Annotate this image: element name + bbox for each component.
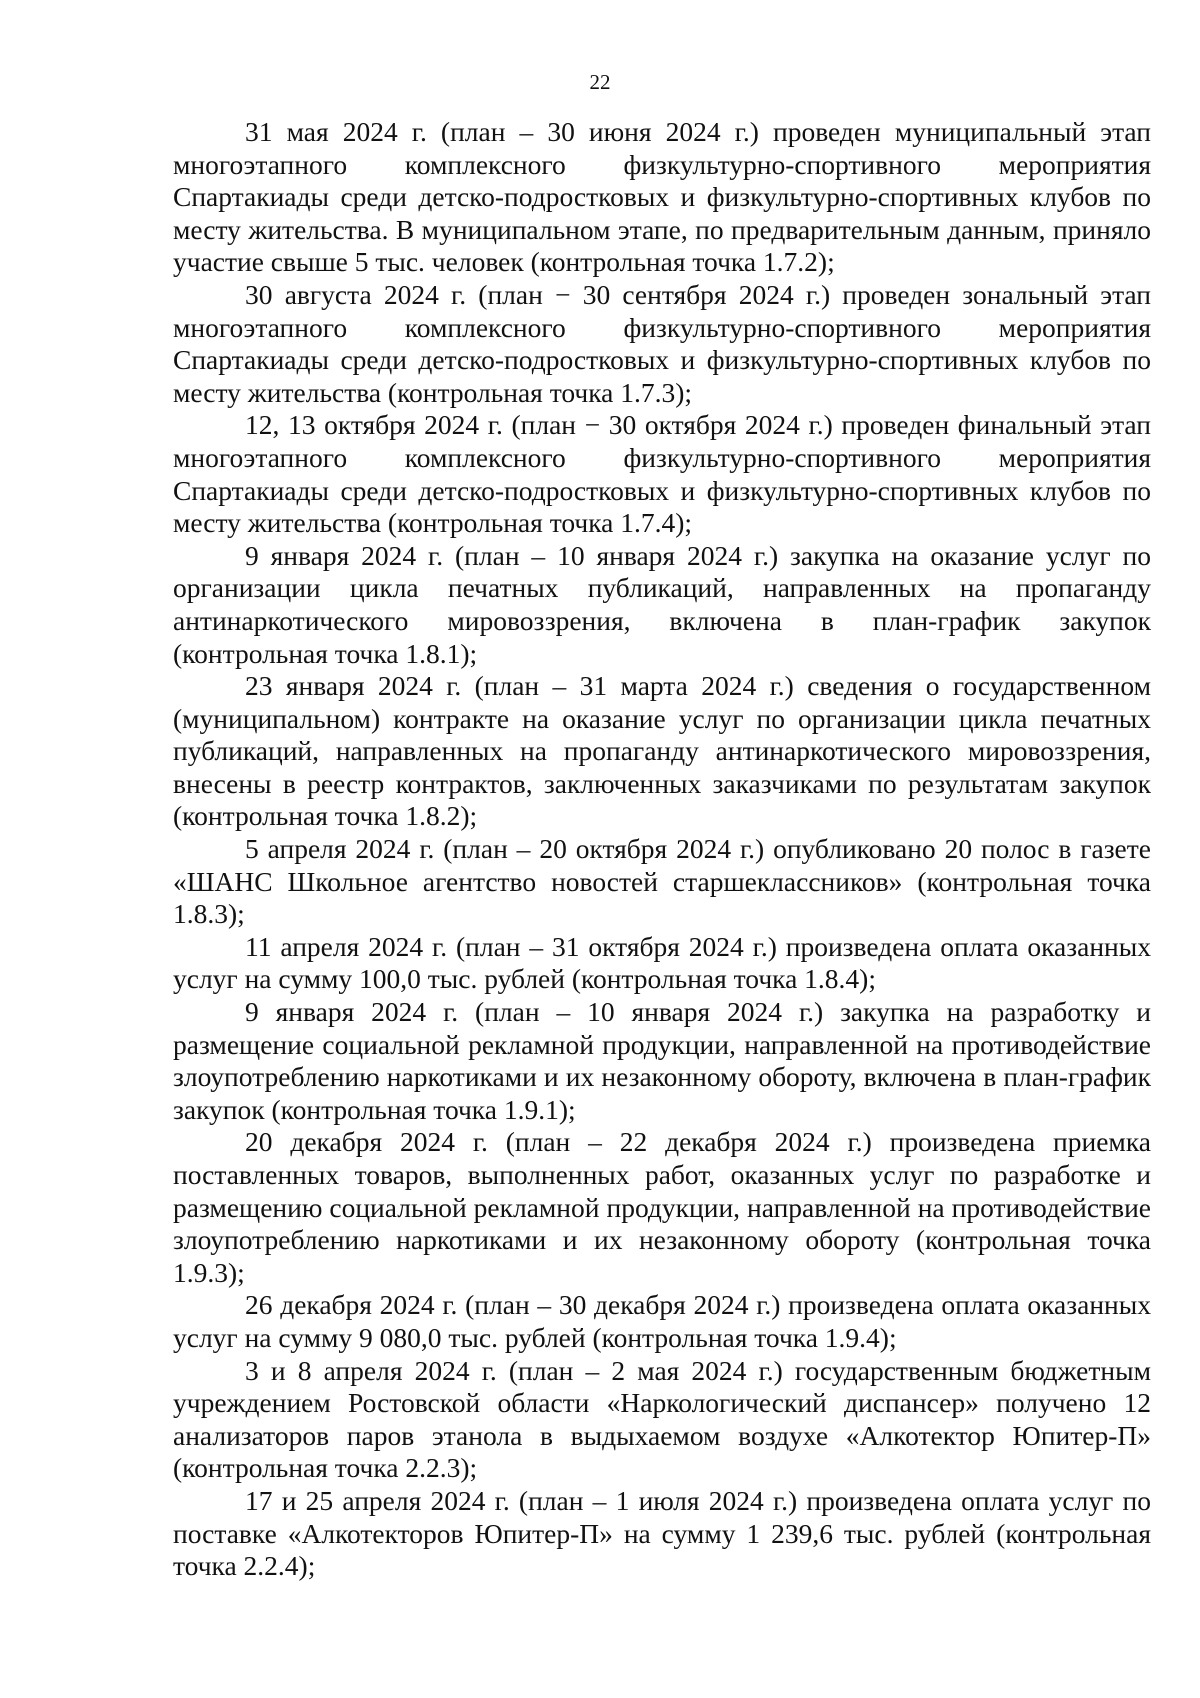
paragraph-control-point-1-7-2: 31 мая 2024 г. (план – 30 июня 2024 г.) проведен муниципальный этап многоэтапного комплексного физкультурно-спортивного мероприятия Спартакиады среди детско-подростковых и физкультурно-спортивных клубов по месту жительства. В муниципальном этапе, по предварительным данным, приняло участие свыше 5 тыс. человек (контрольная точка 1.7.2); <box>173 116 1151 278</box>
paragraph-control-point-1-9-4: 26 декабря 2024 г. (план – 30 декабря 2024 г.) произведена оплата оказанных услуг на сумму 9 080,0 тыс. рублей (контрольная точка 1.9.4); <box>173 1289 1151 1353</box>
paragraph-control-point-1-8-2: 23 января 2024 г. (план – 31 марта 2024 г.) сведения о государственном (муниципальном) контракте на оказание услуг по организации цикла печатных публикаций, направленных на пропаганду антинаркотического мировоззрения, внесены в реестр контрактов, заключенных заказчиками по результатам закупок (контрольная точка 1.8.2); <box>173 670 1151 832</box>
paragraph-control-point-1-9-1: 9 января 2024 г. (план – 10 января 2024 г.) закупка на разработку и размещение социальной рекламной продукции, направленной на противодействие злоупотреблению наркотиками и их незаконному обороту, включена в план-график закупок (контрольная точка 1.9.1); <box>173 996 1151 1125</box>
paragraph-control-point-1-7-4: 12, 13 октября 2024 г. (план − 30 октября 2024 г.) проведен финальный этап многоэтапного комплексного физкультурно-спортивного мероприятия Спартакиады среди детско-подростковых и физкультурно-спортивных клубов по месту жительства (контрольная точка 1.7.4); <box>173 409 1151 539</box>
paragraph-control-point-1-9-3: 20 декабря 2024 г. (план – 22 декабря 2024 г.) произведена приемка поставленных товаров, выполненных работ, оказанных услуг по разработке и размещению социальной рекламной продукции, направленной на противодействие злоупотреблению наркотиками и их незаконному обороту (контрольная точка 1.9.3); <box>173 1126 1151 1288</box>
page-number: 22 <box>589 70 611 94</box>
paragraph-control-point-2-2-4: 17 и 25 апреля 2024 г. (план – 1 июля 2024 г.) произведена оплата услуг по поставке «Алкотекторов Юпитер-П» на сумму 1 239,6 тыс. рублей (контрольная точка 2.2.4); <box>173 1484 1151 1582</box>
paragraph-control-point-1-8-1: 9 января 2024 г. (план – 10 января 2024 г.) закупка на оказание услуг по организации цикла печатных публикаций, направленных на пропаганду антинаркотического мировоззрения, включена в план-график закупок (контрольная точка 1.8.1); <box>173 539 1151 669</box>
document-body <box>173 116 1151 1583</box>
paragraph-control-point-1-8-4: 11 апреля 2024 г. (план – 31 октября 2024 г.) произведена оплата оказанных услуг на сумму 100,0 тыс. рублей (контрольная точка 1.8.4); <box>173 930 1151 995</box>
paragraph-control-point-1-7-3: 30 августа 2024 г. (план − 30 сентября 2024 г.) проведен зональный этап многоэтапного комплексного физкультурно-спортивного мероприятия Спартакиады среди детско-подростковых и физкультурно-спортивных клубов по месту жительства (контрольная точка 1.7.3); <box>173 278 1151 408</box>
paragraph-control-point-1-8-3: 5 апреля 2024 г. (план – 20 октября 2024 г.) опубликовано 20 полос в газете «ШАНС Школьное агентство новостей старшеклассников» (контрольная точка 1.8.3); <box>173 833 1151 930</box>
paragraph-control-point-2-2-3: 3 и 8 апреля 2024 г. (план – 2 мая 2024 г.) государственным бюджетным учреждением Ростовской области «Наркологический диспансер» получено 12 анализаторов паров этанола в выдыхаемом воздухе «Алкотектор Юпитер-П» (контрольная точка 2.2.3); <box>173 1354 1151 1484</box>
